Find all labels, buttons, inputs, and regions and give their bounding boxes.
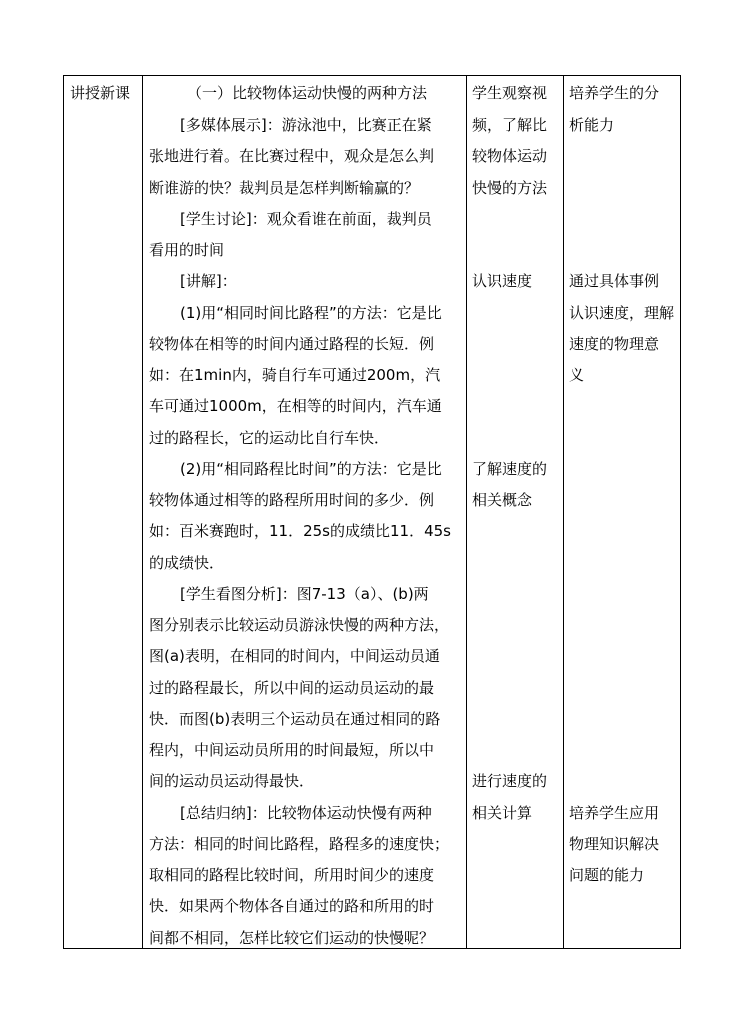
content-line: 间的运动员运动得最快． xyxy=(149,772,315,790)
content-line: 间都不相同，怎样比较它们运动的快慢呢？ xyxy=(149,929,435,947)
content-line: 取相同的路程比较时间，所用时间少的速度 xyxy=(149,866,435,884)
lesson-table xyxy=(63,75,681,949)
content-line: 车可通过1000m，在相等的时间内，汽车通 xyxy=(149,397,442,415)
intent-line: 速度的物理意 xyxy=(569,335,660,353)
activity-line: 相关计算 xyxy=(472,804,533,822)
column-divider xyxy=(142,76,143,948)
activity-line: 进行速度的 xyxy=(472,772,548,790)
column-divider xyxy=(563,76,564,948)
intent-line: 培养学生的分 xyxy=(569,84,660,102)
intent-line: 问题的能力 xyxy=(569,866,645,884)
activity-line: 较物体运动 xyxy=(472,147,548,165)
content-line: 较物体在相等的时间内通过路程的长短．例 xyxy=(149,335,435,353)
activity-line: 频，了解比 xyxy=(472,116,548,134)
content-line: 张地进行着。在比赛过程中，观众是怎么判 xyxy=(149,147,435,165)
content-line: 过的路程最长，所以中间的运动员运动的最 xyxy=(149,679,435,697)
activity-line: 快慢的方法 xyxy=(472,179,548,197)
content-line: 图分别表示比较运动员游泳快慢的两种方法， xyxy=(149,616,450,634)
content-line: [讲解]： xyxy=(180,272,237,290)
content-line: 如：百米赛跑时，11．25s的成绩比11．45s xyxy=(149,522,451,540)
activity-line: 认识速度 xyxy=(472,272,533,290)
section-heading: （一）比较物体运动快慢的两种方法 xyxy=(187,84,428,102)
content-line: 的成绩快． xyxy=(149,554,225,572)
content-line: 较物体通过相等的路程所用时间的多少．例 xyxy=(149,491,435,509)
content-line: 过的路程长，它的运动比自行车快． xyxy=(149,429,390,447)
content-line: [总结归纳]：比较物体运动快慢有两种 xyxy=(180,804,432,822)
column-divider xyxy=(466,76,467,948)
intent-line: 认识速度，理解 xyxy=(569,304,675,322)
content-line: (1)用“相同时间比路程”的方法：它是比 xyxy=(180,304,442,322)
intent-line: 通过具体事例 xyxy=(569,272,660,290)
intent-line: 物理知识解决 xyxy=(569,835,660,853)
intent-line: 义 xyxy=(569,366,585,384)
content-line: [学生看图分析]：图7-13（a）、(b)两 xyxy=(180,585,429,603)
activity-line: 了解速度的 xyxy=(472,460,548,478)
content-line: 图(a)表明，在相同的时间内，中间运动员通 xyxy=(149,647,440,665)
intent-line: 析能力 xyxy=(569,116,615,134)
content-line: 看用的时间 xyxy=(149,241,225,259)
content-line: (2)用“相同路程比时间”的方法：它是比 xyxy=(180,460,442,478)
activity-line: 学生观察视 xyxy=(472,84,548,102)
content-line: 断谁游的快？裁判员是怎样判断输赢的？ xyxy=(149,179,420,197)
content-line: 如：在1min内，骑自行车可通过200m，汽 xyxy=(149,366,441,384)
content-line: 快．如果两个物体各自通过的路和所用的时 xyxy=(149,897,435,915)
content-line: [多媒体展示]：游泳池中，比赛正在紧 xyxy=(180,116,432,134)
content-line: 快．而图(b)表明三个运动员在通过相同的路 xyxy=(149,710,441,728)
content-line: [学生讨论]：观众看谁在前面，裁判员 xyxy=(180,210,432,228)
activity-line: 相关概念 xyxy=(472,491,533,509)
content-line: 方法：相同的时间比路程，路程多的速度快； xyxy=(149,835,450,853)
stage-label: 讲授新课 xyxy=(70,84,131,102)
content-line: 程内，中间运动员所用的时间最短，所以中 xyxy=(149,741,435,759)
intent-line: 培养学生应用 xyxy=(569,804,660,822)
